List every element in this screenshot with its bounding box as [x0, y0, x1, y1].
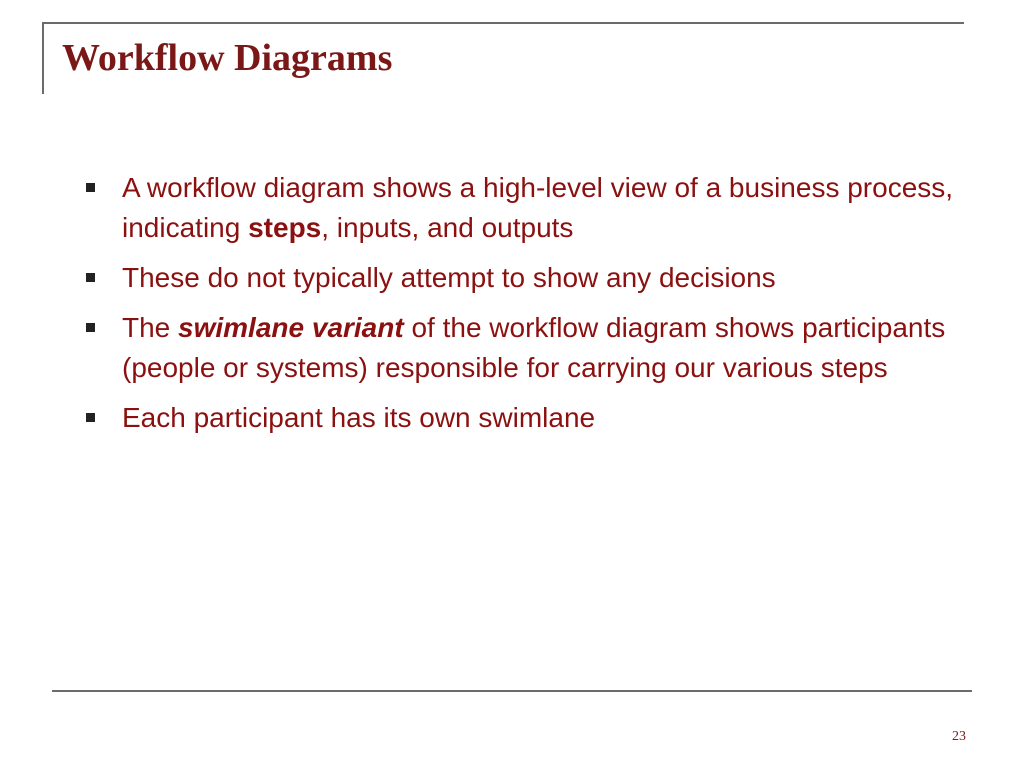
bullet-emphasis-swimlane-variant: swimlane variant: [178, 312, 404, 343]
bullet-text: These do not typically attempt to show any decisions: [122, 262, 776, 293]
bullet-item-own-swimlane: [86, 398, 966, 438]
bullet-text-part: A workflow diagram shows a high-level view of a business process, indicating: [122, 172, 954, 243]
bullet-emphasis-steps: steps: [248, 212, 322, 243]
bullet-list: [86, 168, 966, 448]
title-left-rule: [42, 22, 44, 94]
bullet-item-no-decisions: [86, 258, 966, 298]
bullet-text: [122, 168, 966, 248]
square-bullet-icon: [86, 323, 95, 332]
bullet-text: Each participant has its own swimlane: [122, 402, 596, 433]
square-bullet-icon: [86, 273, 95, 282]
bullet-text-part: , inputs, and outputs: [321, 212, 574, 243]
footer-rule: [52, 690, 972, 692]
bullet-text: [122, 308, 966, 388]
page-number: 23: [952, 729, 966, 744]
title-top-rule: [42, 22, 964, 24]
bullet-item-swimlane-variant: [86, 308, 966, 388]
slide-title: Workflow Diagrams: [62, 37, 393, 79]
bullet-text-part: of the workflow diagram shows participants (people or systems) responsible for carrying our various steps: [122, 312, 946, 383]
bullet-item-workflow-definition: [86, 168, 966, 248]
square-bullet-icon: [86, 413, 95, 422]
bullet-text-part: The: [122, 312, 179, 343]
square-bullet-icon: [86, 183, 95, 192]
